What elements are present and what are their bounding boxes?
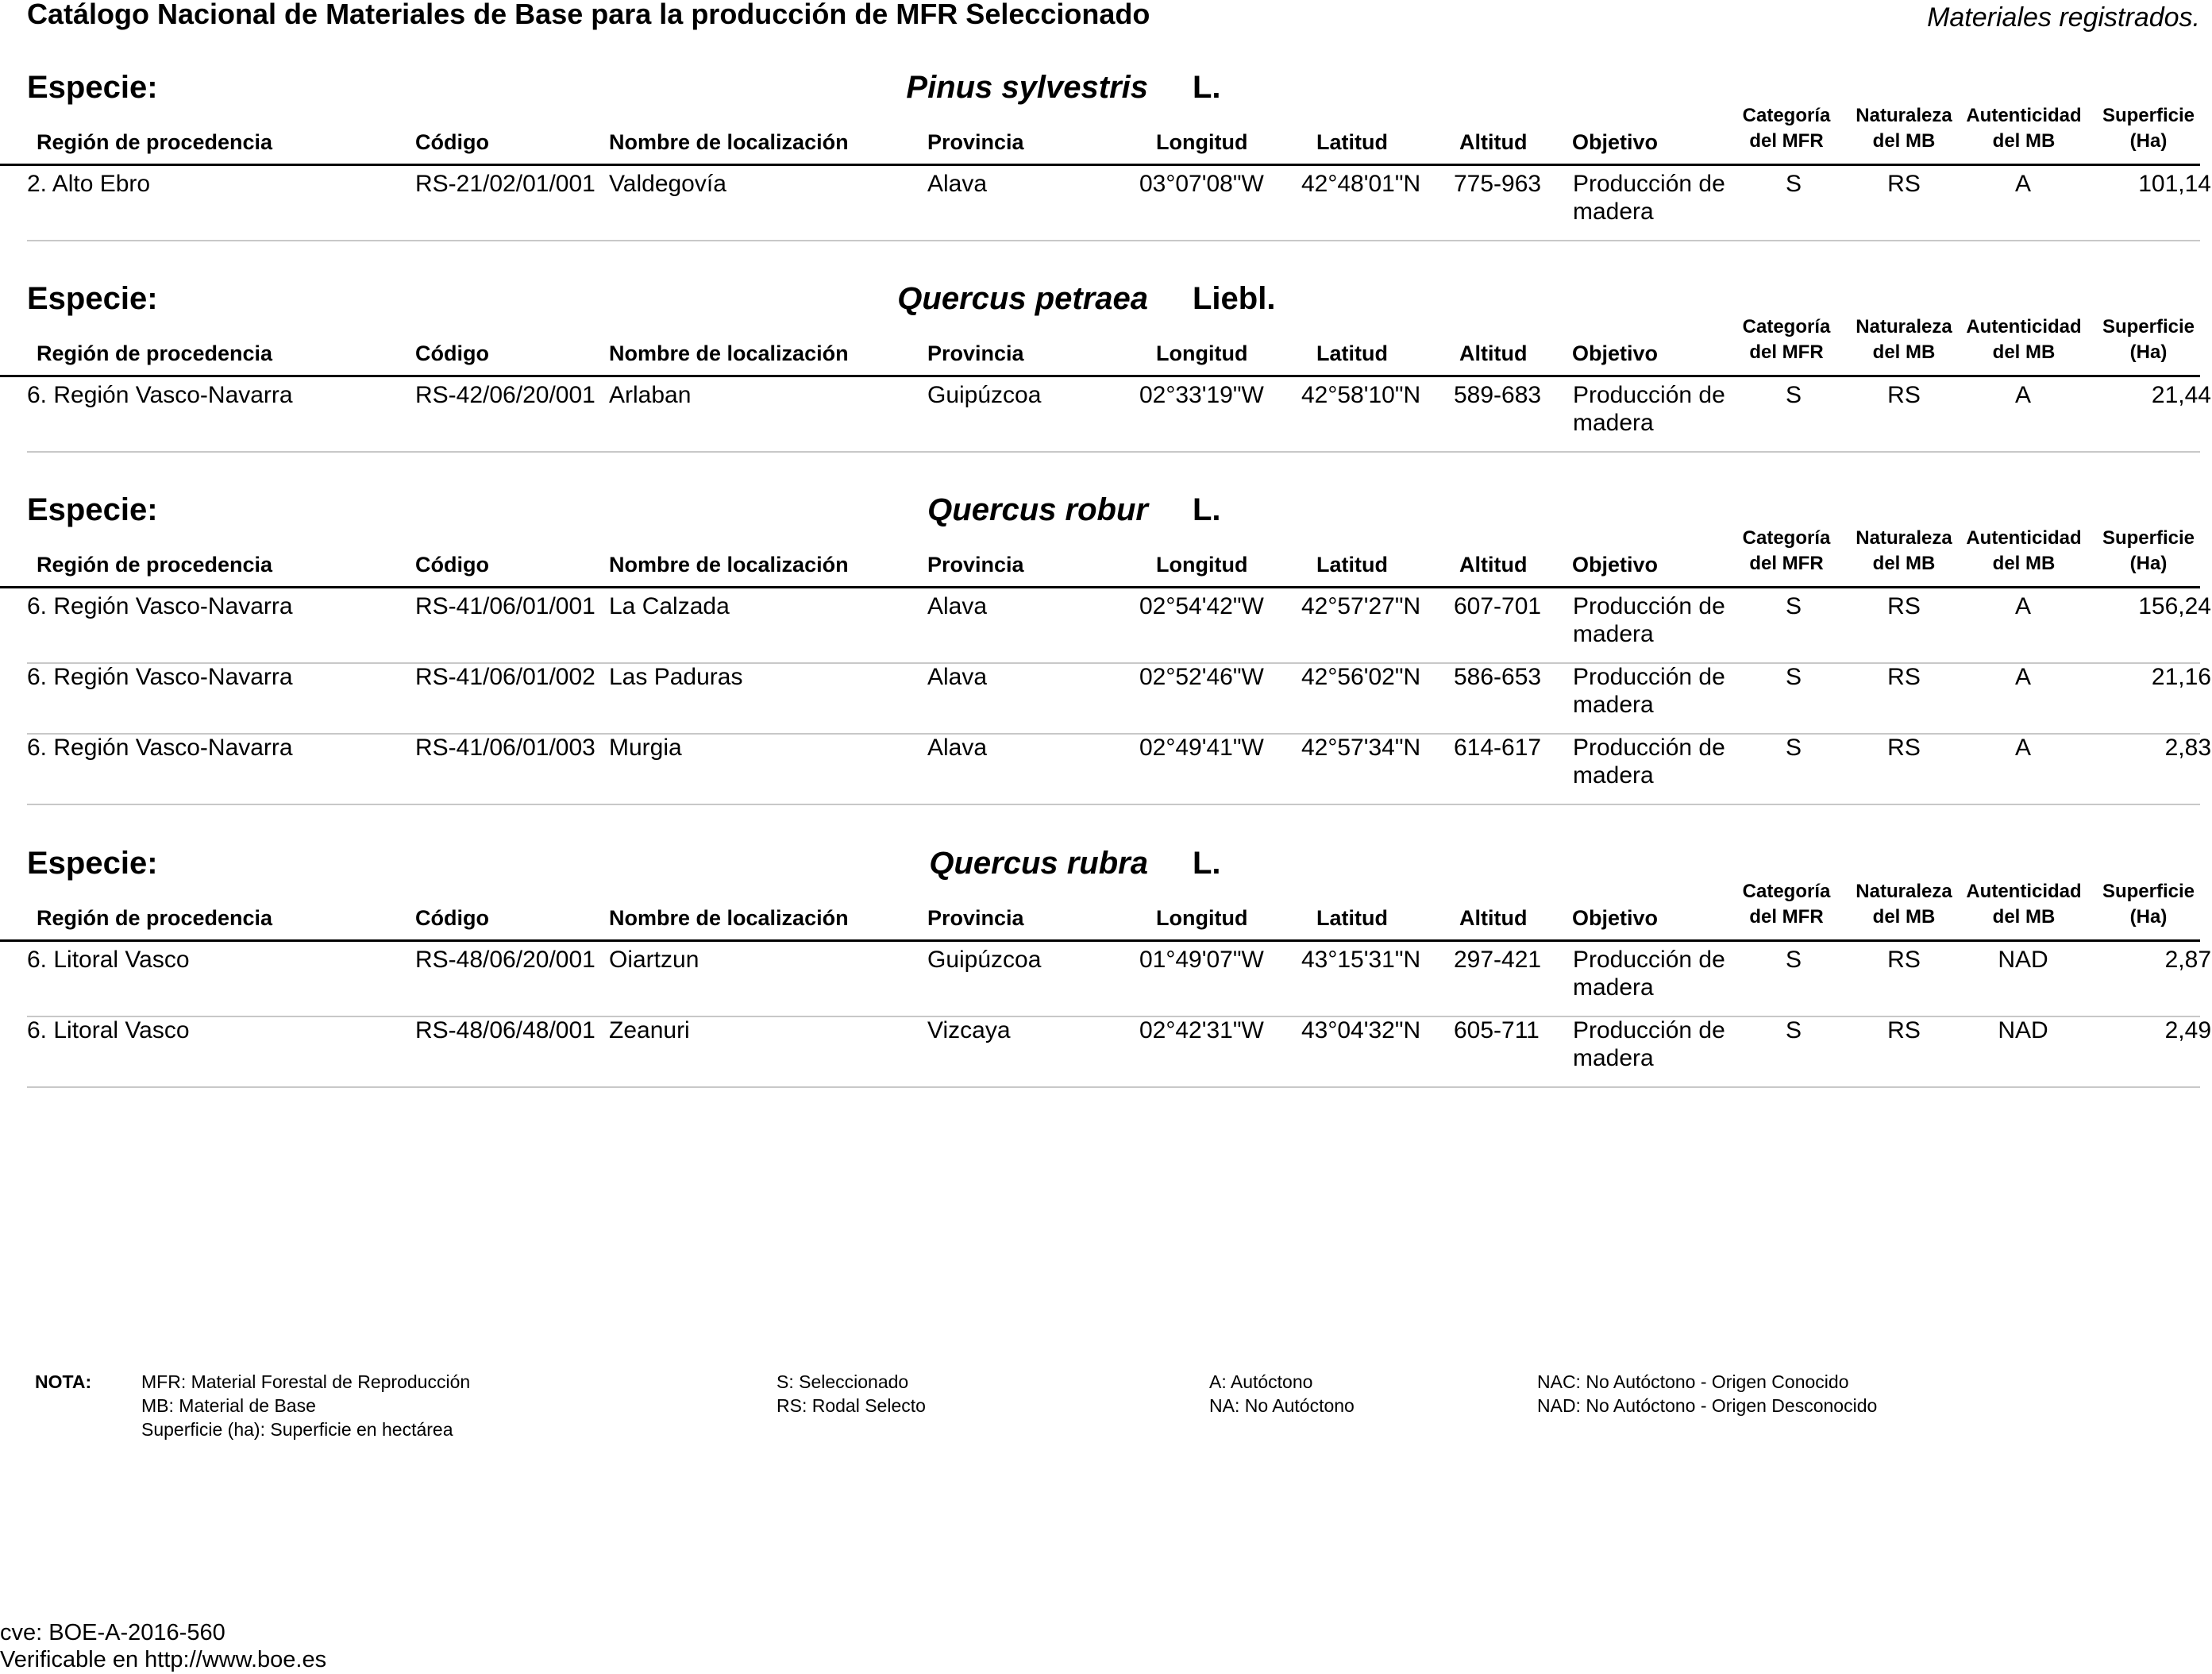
cell-categoria: S [1785, 382, 1802, 408]
table-header [0, 106, 2200, 166]
cell-objetivo: Producción de madera [1573, 1017, 1725, 1071]
cell-nombre: Murgia [609, 735, 682, 761]
cell-longitud: 02°49'41"W [1139, 735, 1264, 761]
header-superficie [2085, 103, 2212, 154]
header-naturaleza-line2: del MB [1872, 341, 1936, 363]
table-row [27, 592, 2211, 664]
cell-provincia: Guipúzcoa [927, 382, 1042, 408]
header-provincia: Provincia [927, 553, 1024, 577]
cell-naturaleza: RS [1887, 664, 1921, 690]
header-autenticidad [1960, 879, 2087, 930]
species-name: Pinus sylvestris [906, 70, 1148, 105]
cell-codigo: RS-48/06/48/001 [415, 1017, 595, 1043]
header-provincia: Provincia [927, 130, 1024, 154]
cell-longitud: 02°52'46"W [1139, 664, 1264, 690]
cell-provincia: Alava [927, 664, 988, 690]
cell-region: 6. Región Vasco-Navarra [27, 382, 293, 408]
header-autenticidad-line1: Autenticidad [1966, 881, 2082, 902]
header-categoria-line1: Categoría [1742, 316, 1831, 338]
table-header [0, 529, 2200, 588]
header-naturaleza-line2: del MB [1872, 906, 1936, 928]
cell-altitud: 297-421 [1454, 947, 1542, 973]
cell-categoria: S [1785, 593, 1802, 619]
cell-provincia: Guipúzcoa [927, 947, 1042, 973]
cell-autenticidad: A [2014, 171, 2031, 197]
table-header [0, 318, 2200, 377]
cell-region: 6. Litoral Vasco [27, 1017, 190, 1043]
cell-latitud: 43°15'31"N [1301, 947, 1421, 973]
header-superficie-line2: (Ha) [2129, 906, 2168, 928]
cell-categoria: S [1785, 664, 1802, 690]
cell-codigo: RS-41/06/01/001 [415, 593, 595, 619]
cell-naturaleza: RS [1887, 735, 1921, 761]
cell-latitud: 42°58'10"N [1301, 382, 1421, 408]
cell-categoria: S [1785, 735, 1802, 761]
header-categoria-line2: del MFR [1749, 130, 1824, 152]
cell-naturaleza: RS [1887, 382, 1921, 408]
cell-autenticidad: A [2014, 664, 2031, 690]
header-provincia: Provincia [927, 341, 1024, 365]
nota-nad: NAD: No Autóctono - Origen Desconocido [1537, 1395, 1878, 1416]
cell-nombre: La Calzada [609, 593, 730, 619]
header-objetivo: Objetivo [1572, 553, 1659, 577]
cell-superficie: 2,49 [2164, 1017, 2211, 1043]
header-autenticidad [1960, 526, 2087, 577]
header-naturaleza-line1: Naturaleza [1856, 527, 1952, 549]
cell-region: 6. Región Vasco-Navarra [27, 664, 293, 690]
species-name: Quercus robur [927, 492, 1148, 527]
cell-provincia: Alava [927, 593, 988, 619]
nota-mb: MB: Material de Base [141, 1395, 316, 1416]
header-provincia: Provincia [927, 906, 1024, 930]
header-region: Región de procedencia [37, 130, 273, 154]
header-autenticidad [1960, 314, 2087, 365]
cell-naturaleza: RS [1887, 171, 1921, 197]
nota-mfr: MFR: Material Forestal de Reproducción [141, 1371, 471, 1392]
cell-longitud: 02°42'31"W [1139, 1017, 1264, 1043]
header-naturaleza [1840, 314, 1967, 365]
cell-autenticidad: NAD [1998, 1017, 2048, 1043]
cell-longitud: 02°33'19"W [1139, 382, 1264, 408]
header-superficie-line2: (Ha) [2129, 130, 2168, 152]
header-naturaleza [1840, 103, 1967, 154]
header-codigo: Código [415, 906, 489, 930]
cell-naturaleza: RS [1887, 593, 1921, 619]
header-superficie-line2: (Ha) [2129, 341, 2168, 363]
header-naturaleza-line1: Naturaleza [1856, 316, 1952, 338]
header-region: Región de procedencia [37, 341, 273, 365]
cell-objetivo: Producción de madera [1573, 664, 1725, 718]
cell-categoria: S [1785, 171, 1802, 197]
header-latitud: Latitud [1316, 130, 1388, 154]
header-autenticidad-line2: del MB [1992, 553, 2056, 574]
header-region: Región de procedencia [37, 906, 273, 930]
cell-latitud: 42°57'34"N [1301, 735, 1421, 761]
cell-objetivo: Producción de madera [1573, 947, 1725, 1001]
header-naturaleza [1840, 526, 1967, 577]
cell-nombre: Arlaban [609, 382, 692, 408]
header-nombre: Nombre de localización [609, 130, 849, 154]
header-superficie-line1: Superficie [2102, 105, 2195, 126]
verification-link[interactable]: Verificable en http://www.boe.es [0, 1647, 327, 1672]
header-autenticidad-line1: Autenticidad [1966, 316, 2082, 338]
cell-codigo: RS-41/06/01/002 [415, 664, 595, 690]
especie-label: Especie: [27, 846, 158, 881]
cell-altitud: 614-617 [1454, 735, 1542, 761]
cell-superficie: 101,14 [2138, 171, 2211, 197]
page-subtitle: Materiales registrados. [1927, 2, 2200, 33]
cell-superficie: 2,83 [2164, 735, 2211, 761]
table-row [27, 170, 2211, 241]
header-longitud: Longitud [1156, 553, 1248, 577]
species-name: Quercus petraea [897, 281, 1148, 316]
table-row [27, 663, 2211, 735]
cell-region: 6. Región Vasco-Navarra [27, 735, 293, 761]
species-section [0, 491, 2211, 800]
header-categoria-line2: del MFR [1749, 341, 1824, 363]
species-section [0, 68, 2211, 236]
header-altitud: Altitud [1459, 553, 1528, 577]
species-author: L. [1193, 70, 1221, 105]
header-autenticidad-line2: del MB [1992, 341, 2056, 363]
cell-latitud: 42°48'01"N [1301, 171, 1421, 197]
header-naturaleza-line2: del MB [1872, 130, 1936, 152]
header-objetivo: Objetivo [1572, 130, 1659, 154]
header-superficie [2085, 314, 2212, 365]
header-superficie [2085, 879, 2212, 930]
header-superficie-line1: Superficie [2102, 316, 2195, 338]
cell-superficie: 2,87 [2164, 947, 2211, 973]
header-latitud: Latitud [1316, 341, 1388, 365]
header-superficie-line1: Superficie [2102, 881, 2195, 902]
cell-autenticidad: A [2014, 735, 2031, 761]
cell-altitud: 586-653 [1454, 664, 1542, 690]
cell-codigo: RS-48/06/20/001 [415, 947, 595, 973]
header-superficie-line1: Superficie [2102, 527, 2195, 549]
cell-codigo: RS-41/06/01/003 [415, 735, 595, 761]
nota-rs: RS: Rodal Selecto [777, 1395, 926, 1416]
header-categoria [1723, 103, 1850, 154]
header-altitud: Altitud [1459, 130, 1528, 154]
cell-superficie: 21,16 [2151, 664, 2211, 690]
cell-altitud: 607-701 [1454, 593, 1542, 619]
header-region: Región de procedencia [37, 553, 273, 577]
species-author: Liebl. [1193, 281, 1276, 316]
table-row [27, 734, 2211, 805]
cell-naturaleza: RS [1887, 1017, 1921, 1043]
header-categoria-line2: del MFR [1749, 906, 1824, 928]
cell-altitud: 589-683 [1454, 382, 1542, 408]
nota-superficie: Superficie (ha): Superficie en hectárea [141, 1419, 453, 1440]
cell-objetivo: Producción de madera [1573, 382, 1725, 436]
nota-a: A: Autóctono [1209, 1371, 1313, 1392]
header-altitud: Altitud [1459, 341, 1528, 365]
cell-latitud: 42°57'27"N [1301, 593, 1421, 619]
species-section [0, 280, 2211, 447]
cell-region: 6. Litoral Vasco [27, 947, 190, 973]
cell-latitud: 42°56'02"N [1301, 664, 1421, 690]
header-altitud: Altitud [1459, 906, 1528, 930]
header-codigo: Código [415, 130, 489, 154]
nota-s: S: Seleccionado [777, 1371, 909, 1392]
header-categoria-line1: Categoría [1742, 527, 1831, 549]
cell-objetivo: Producción de madera [1573, 735, 1725, 789]
cell-provincia: Alava [927, 171, 988, 197]
species-author: L. [1193, 846, 1221, 881]
cell-codigo: RS-42/06/20/001 [415, 382, 595, 408]
cell-region: 2. Alto Ebro [27, 171, 151, 197]
header-codigo: Código [415, 553, 489, 577]
header-categoria-line1: Categoría [1742, 105, 1831, 126]
page-title: Catálogo Nacional de Materiales de Base para la producción de MFR Seleccionado [27, 0, 1150, 30]
header-latitud: Latitud [1316, 553, 1388, 577]
header-latitud: Latitud [1316, 906, 1388, 930]
cell-objetivo: Producción de madera [1573, 171, 1725, 225]
header-longitud: Longitud [1156, 130, 1248, 154]
cell-superficie: 21,44 [2151, 382, 2211, 408]
header-longitud: Longitud [1156, 341, 1248, 365]
cell-naturaleza: RS [1887, 947, 1921, 973]
header-categoria-line1: Categoría [1742, 881, 1831, 902]
cell-nombre: Las Paduras [609, 664, 743, 690]
header-superficie [2085, 526, 2212, 577]
table-row [27, 381, 2211, 453]
header-naturaleza-line2: del MB [1872, 553, 1936, 574]
nota-label: NOTA: [35, 1371, 92, 1392]
table-header [0, 882, 2200, 942]
header-nombre: Nombre de localización [609, 341, 849, 365]
cell-region: 6. Región Vasco-Navarra [27, 593, 293, 619]
header-autenticidad-line2: del MB [1992, 906, 2056, 928]
header-categoria [1723, 314, 1850, 365]
cell-objetivo: Producción de madera [1573, 593, 1725, 647]
cell-autenticidad: NAD [1998, 947, 2048, 973]
nota-na: NA: No Autóctono [1209, 1395, 1355, 1416]
header-categoria-line2: del MFR [1749, 553, 1824, 574]
cell-categoria: S [1785, 1017, 1802, 1043]
cell-provincia: Alava [927, 735, 988, 761]
species-section [0, 844, 2211, 1082]
species-author: L. [1193, 492, 1221, 527]
especie-label: Especie: [27, 492, 158, 527]
cell-latitud: 43°04'32"N [1301, 1017, 1421, 1043]
header-codigo: Código [415, 341, 489, 365]
cell-autenticidad: A [2014, 593, 2031, 619]
cell-nombre: Zeanuri [609, 1017, 690, 1043]
header-categoria [1723, 879, 1850, 930]
cell-altitud: 605-711 [1454, 1017, 1540, 1043]
cell-nombre: Valdegovía [609, 171, 726, 197]
header-naturaleza-line1: Naturaleza [1856, 105, 1952, 126]
cell-longitud: 02°54'42"W [1139, 593, 1264, 619]
cell-provincia: Vizcaya [927, 1017, 1011, 1043]
header-nombre: Nombre de localización [609, 553, 849, 577]
header-longitud: Longitud [1156, 906, 1248, 930]
especie-label: Especie: [27, 281, 158, 316]
cve-reference: cve: BOE-A-2016-560 [0, 1620, 225, 1645]
header-superficie-line2: (Ha) [2129, 553, 2168, 574]
nota-nac: NAC: No Autóctono - Origen Conocido [1537, 1371, 1849, 1392]
header-naturaleza-line1: Naturaleza [1856, 881, 1952, 902]
species-name: Quercus rubra [929, 846, 1148, 881]
header-autenticidad-line1: Autenticidad [1966, 527, 2082, 549]
table-row [27, 946, 2211, 1017]
header-naturaleza [1840, 879, 1967, 930]
cell-nombre: Oiartzun [609, 947, 699, 973]
cell-autenticidad: A [2014, 382, 2031, 408]
header-autenticidad-line2: del MB [1992, 130, 2056, 152]
header-autenticidad-line1: Autenticidad [1966, 105, 2082, 126]
header-autenticidad [1960, 103, 2087, 154]
header-nombre: Nombre de localización [609, 906, 849, 930]
header-categoria [1723, 526, 1850, 577]
table-row [27, 1016, 2211, 1088]
header-objetivo: Objetivo [1572, 341, 1659, 365]
especie-label: Especie: [27, 70, 158, 105]
cell-longitud: 03°07'08"W [1139, 171, 1264, 197]
cell-codigo: RS-21/02/01/001 [415, 171, 595, 197]
cell-categoria: S [1785, 947, 1802, 973]
cell-superficie: 156,24 [2138, 593, 2211, 619]
header-objetivo: Objetivo [1572, 906, 1659, 930]
cell-longitud: 01°49'07"W [1139, 947, 1264, 973]
cell-altitud: 775-963 [1454, 171, 1542, 197]
